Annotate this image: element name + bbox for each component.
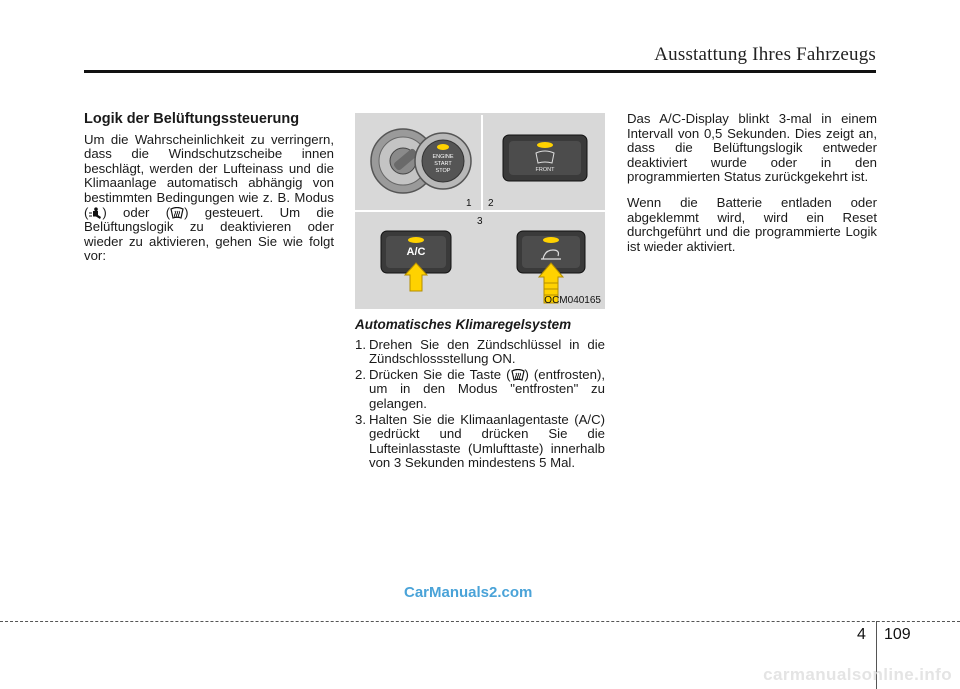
defrost-floor-mode-icon: [88, 207, 102, 219]
figure-illustration: [355, 113, 605, 309]
footer-site-watermark: carmanualsonline.info: [763, 665, 952, 684]
start-stop-button-icon: [415, 133, 471, 189]
front-defrost-button-icon: [503, 135, 587, 181]
defrost-icon: [170, 207, 184, 219]
svg-text:STOP: STOP: [435, 168, 451, 174]
watermark-link[interactable]: CarManuals2.com: [404, 584, 533, 601]
svg-text:FRONT: FRONT: [535, 167, 555, 173]
middle-column: [355, 318, 605, 472]
chapter-title: Ausstattung Ihres Fahrzeugs: [654, 44, 876, 65]
paragraph: Das A/C-Display blinkt 3-mal in einem Intervall von 0,5 Sekunden. Dies zeigt an, dass die Belüftungslogik entweder deaktiviert wurde oder in den programmierten Status zurückgekehrt ist.: [627, 111, 877, 185]
list-item: 1. Drehen Sie den Zündschlüssel in die Zündschlossstellung ON.: [355, 336, 605, 367]
subheading: Automatisches Klimaregelsystem: [355, 317, 572, 332]
recirculation-button-icon: [517, 231, 585, 303]
left-column: [84, 112, 334, 264]
defrost-icon: [511, 369, 525, 381]
ac-button-icon: [381, 231, 451, 291]
climate-control-figure: [355, 113, 605, 309]
figure-code: OCM040165: [544, 295, 601, 306]
page-number: 109: [884, 626, 911, 643]
svg-text:A/C: A/C: [406, 246, 426, 258]
svg-text:ENGINE: ENGINE: [432, 154, 454, 160]
footer-rule: [0, 621, 960, 622]
intro-paragraph: Um die Wahrscheinlichkeit zu verringern, dass die Windschutzscheibe innen beschlägt, werden der Lufteinass und die Klimaanlage automatisch abhängig von bestimmten Bedingungen wie z. B. Modus ( ) oder ( ) gesteuert. Um die Belüftungslogik zu deaktivieren oder wieder zu aktivieren, gehen Sie wie folgt vor:: [84, 131, 334, 264]
svg-text:START: START: [434, 161, 452, 167]
figure-label-1: 1: [466, 198, 472, 209]
figure-label-3: 3: [477, 216, 483, 227]
chapter-number: 4: [857, 626, 866, 643]
section-heading: Logik der Belüftungssteuerung: [84, 111, 300, 127]
list-item: 3. Halten Sie die Klimaanlagentaste (A/C) gedrückt und drücken Sie die Lufteinlasstaste (Umlufttaste) innerhalb von 3 Sekunden mindestens 5 Mal.: [355, 411, 605, 471]
right-column: [627, 112, 877, 254]
header-rule: [84, 70, 876, 73]
paragraph: Wenn die Batterie entladen oder abgeklemmt wird, wird ein Reset durchgeführt und die programmierte Logik ist wieder aktiviert.: [627, 194, 877, 254]
figure-label-2: 2: [488, 198, 494, 209]
list-item: 2. Drücken Sie die Taste ( ) (entfrosten), um in den Modus "entfrosten" zu gelangen.: [355, 366, 606, 411]
steps-list: [355, 338, 605, 471]
